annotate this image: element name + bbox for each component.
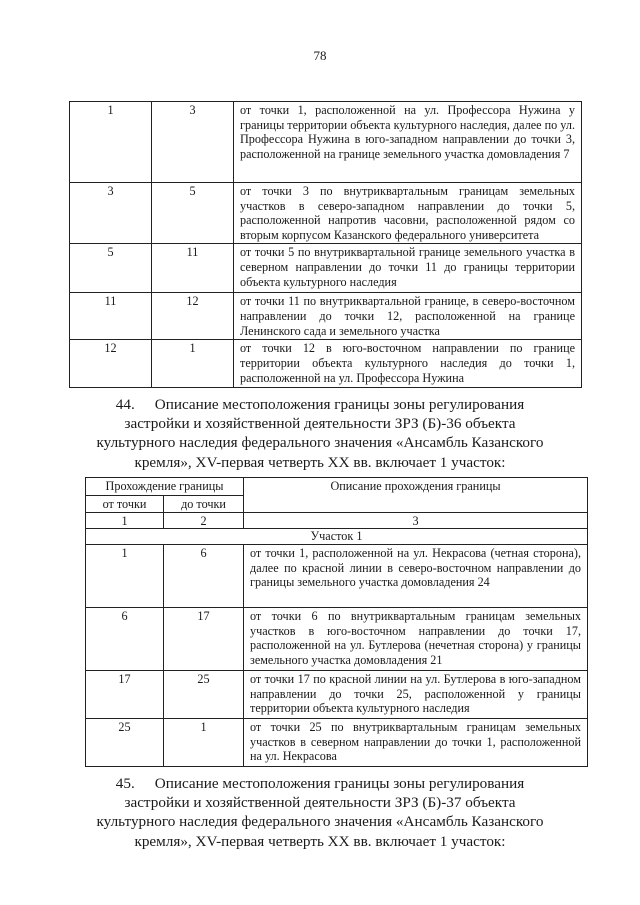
column-number: 3 [244, 512, 588, 529]
description-cell: от точки 25 по внутриквартальным границам земельных участков в северном направлении до точки 1, расположенной на ул. Некрасова [244, 719, 588, 767]
table-header-row [86, 478, 588, 496]
header-from-point: от точки [86, 496, 164, 513]
to-point-cell: 1 [164, 719, 244, 767]
table-row [86, 608, 588, 671]
from-point-cell: 17 [86, 671, 164, 719]
header-to-point: до точки [164, 496, 244, 513]
paragraph-44 [95, 395, 545, 472]
from-point-cell: 5 [70, 244, 152, 293]
section-row [86, 529, 588, 545]
table-column-number-row [86, 512, 588, 529]
table-row [70, 244, 582, 293]
description-cell: от точки 1, расположенной на ул. Профессора Нужина у границы территории объекта культурного наследия, далее по ул. Профессора Нужина в юго-западном направлении до точки 3, расположенной на границе земельного участка домовладения 7 [234, 102, 582, 183]
paragraph-number: 45. [115, 775, 135, 792]
from-point-cell: 6 [86, 608, 164, 671]
to-point-cell: 5 [152, 183, 234, 244]
page-number: 78 [313, 48, 327, 63]
header-description: Описание прохождения границы [244, 478, 588, 513]
boundary-table-continued [69, 101, 582, 388]
from-point-cell: 1 [70, 102, 152, 183]
table-row [70, 183, 582, 244]
column-number: 2 [164, 512, 244, 529]
table-row [86, 719, 588, 767]
to-point-cell: 3 [152, 102, 234, 183]
from-point-cell: 25 [86, 719, 164, 767]
from-point-cell: 3 [70, 183, 152, 244]
to-point-cell: 25 [164, 671, 244, 719]
from-point-cell: 12 [70, 340, 152, 388]
to-point-cell: 1 [152, 340, 234, 388]
description-cell: от точки 12 в юго-восточном направлении по границе территории объекта культурного наследия до точки 1, расположенной на ул. Профессора Нужина [234, 340, 582, 388]
table-row [86, 545, 588, 608]
description-cell: от точки 6 по внутриквартальным границам земельных участков в юго-восточном направлении до точки 17, расположенной на ул. Бутлерова (нечетная сторона) у границы земельного участка домовладения 21 [244, 608, 588, 671]
to-point-cell: 17 [164, 608, 244, 671]
description-cell: от точки 3 по внутриквартальным границам земельных участков в северо-западном направлении до точки 5, расположенной напротив часовни, расположенной рядом со вторым корпусом Казанского федерального университета [234, 183, 582, 244]
paragraph-text: Описание местоположения границы зоны регулирования застройки и хозяйственной деятельности ЗРЗ (Б)-36 объекта культурного наследия федерального значения «Ансамбль Казанского кремля», XV-первая четверть XX вв. включает 1 участок: [96, 396, 544, 471]
from-point-cell: 1 [86, 545, 164, 608]
description-cell: от точки 17 по красной линии на ул. Бутлерова в юго-западном направлении до точки 25, расположенной у границы территории объекта культурного наследия [244, 671, 588, 719]
header-boundary-passage: Прохождение границы [86, 478, 244, 496]
table-row [70, 102, 582, 183]
paragraph-text: Описание местоположения границы зоны регулирования застройки и хозяйственной деятельности ЗРЗ (Б)-37 объекта культурного наследия федерального значения «Ансамбль Казанского кремля», XV-первая четверть XX вв. включает 1 участок: [96, 775, 544, 850]
paragraph-45 [95, 774, 545, 851]
to-point-cell: 11 [152, 244, 234, 293]
table-row [86, 671, 588, 719]
table-row [70, 293, 582, 340]
to-point-cell: 6 [164, 545, 244, 608]
description-cell: от точки 1, расположенной на ул. Некрасова (четная сторона), далее по красной линии в северо-восточном направлении до границы земельного участка домовладения 24 [244, 545, 588, 608]
to-point-cell: 12 [152, 293, 234, 340]
description-cell: от точки 5 по внутриквартальной границе земельного участка в северном направлении до точки 11 до границы территории объекта культурного наследия [234, 244, 582, 293]
description-cell: от точки 11 по внутриквартальной границе, в северо-восточном направлении до точки 12, расположенной на границе Ленинского сада и земельного участка [234, 293, 582, 340]
table-row [70, 340, 582, 388]
from-point-cell: 11 [70, 293, 152, 340]
paragraph-number: 44. [115, 396, 135, 413]
boundary-table-zrz-36 [85, 477, 588, 767]
column-number: 1 [86, 512, 164, 529]
section-label: Участок 1 [86, 529, 588, 545]
